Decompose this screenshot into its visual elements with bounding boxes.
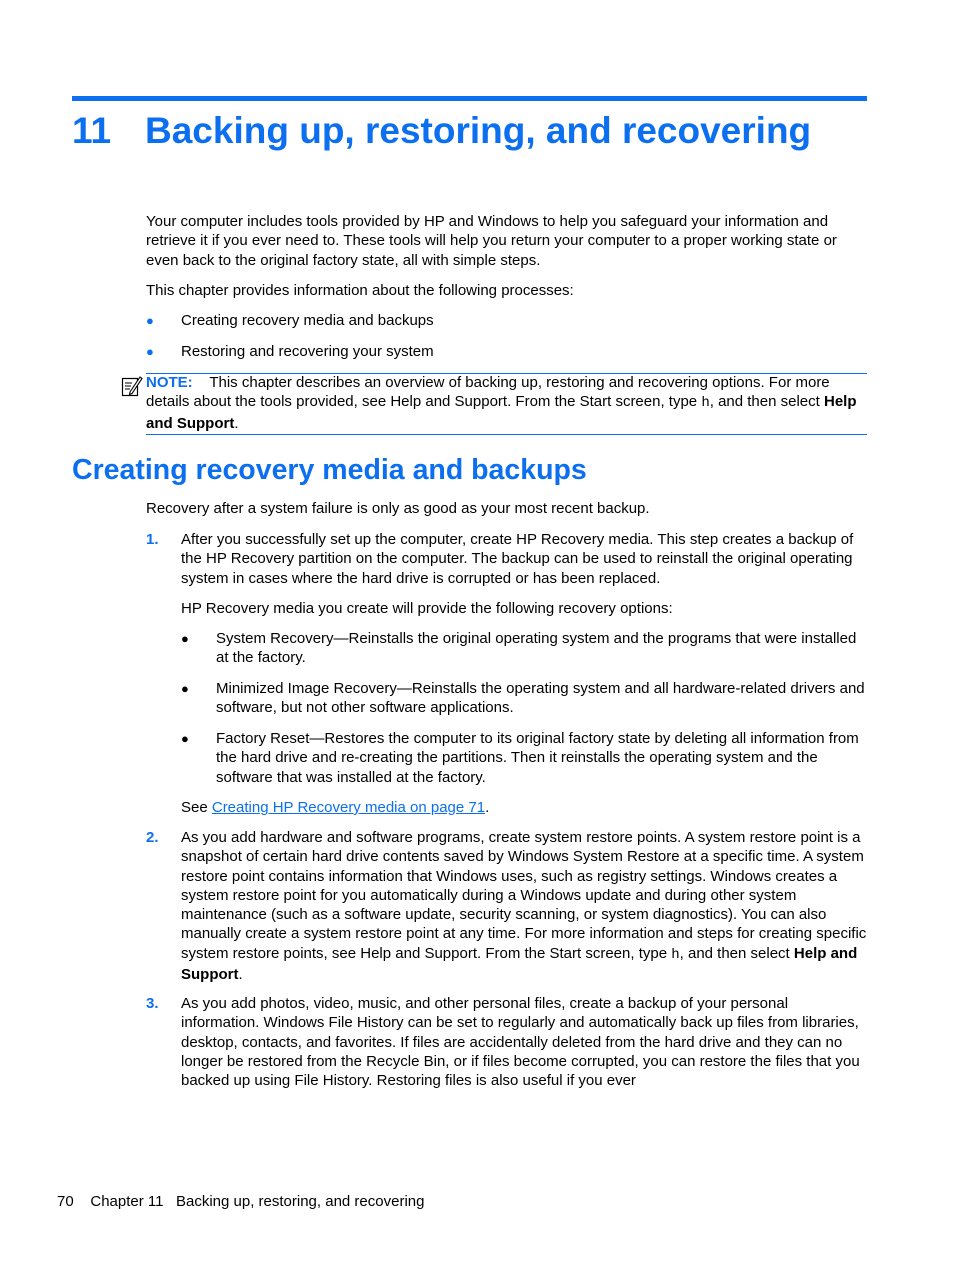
page-number: 70 [57,1193,74,1210]
list-item-text: Restoring and recovering your system [181,343,434,360]
section-intro: Recovery after a system failure is only as good as your most recent backup. [146,500,650,517]
chapter-title [72,106,872,156]
list-item-text: Creating recovery media and backups [181,312,434,329]
note-pencil-icon [121,375,143,397]
bold-text: Help and Support [181,944,858,984]
note-label: NOTE: [146,374,193,391]
bold-text: Help and Support [146,393,857,432]
code-text: h [671,946,680,963]
step-number: 3. [146,995,159,1012]
step-text: After you successfully set up the computer, create HP Recovery media. This step creates a backup of the HP Recovery partition on the computer. The backup can be used to reinstall the original operating system in cases where the hard drive is corrupted or has been replaced. [181,531,854,587]
chapter-title-text: Backing up, restoring, and recovering [145,110,812,151]
see-reference: See Creating HP Recovery media on page 71. [181,799,490,816]
recovery-media-link[interactable]: Creating HP Recovery media on page 71 [211,799,486,816]
processes-intro: This chapter provides information about the following processes: [146,282,574,299]
list-item-text: System Recovery—Reinstalls the original operating system and the programs that were installed at the factory. [216,630,857,667]
step-number: 1. [146,531,159,548]
bullet-icon: ● [181,681,189,696]
intro-paragraph: Your computer includes tools provided by HP and Windows to help you safeguard your information and retrieve it if you ever need to. These tools will help you return your computer to a proper working state or even back to the original factory state, all with simple steps. [146,213,837,269]
section-title: Creating recovery media and backups [72,454,587,486]
step-text: As you add photos, video, music, and other personal files, create a backup of your personal information. Windows File History can be set to regularly and automatically back up files from libraries, desktop, contacts, and favorites. If files are accidentally deleted from the hard drive and they can no longer be restored from the Recycle Bin, or if files become corrupted, you can restore the files that you backed up using File History. Restoring files is also useful if you ever [181,995,860,1090]
page-footer [57,1192,424,1211]
footer-chapter-label: Chapter 11 [90,1193,164,1210]
note-text: NOTE: This chapter describes an overview of backing up, restoring and recovering options. For more details about the tools provided, see Help and Support. From the Start screen, type h, and then select Help and Support. [146,374,857,432]
chapter-top-rule [72,96,867,101]
step-number: 2. [146,829,159,846]
bullet-icon: ● [181,731,189,746]
chapter-number: 11 [72,110,112,151]
list-item-text: Minimized Image Recovery—Reinstalls the operating system and all hardware-related drivers and software, but not other software applications. [216,680,865,717]
step-text: As you add hardware and software programs, create system restore points. A system restore point is a snapshot of certain hard drive contents saved by Windows System Restore at a specific time. A system restore point contains information that Windows uses, such as registry settings. Windows creates a system restore point for you automatically during a Windows update and during other system maintenance (such as a software update, security scanning, or system diagnostics). You can also manually create a system restore point at any time. For more information and steps for creating specific system restore points, see Help and Support. From the Start screen, type h, and then select Help and Support. [181,829,867,984]
footer-chapter-title: Backing up, restoring, and recovering [175,1193,425,1210]
bullet-icon: ● [146,313,154,328]
bullet-icon: ● [181,631,189,646]
code-text: h [701,395,710,412]
bullet-icon: ● [146,344,154,359]
options-intro: HP Recovery media you create will provide the following recovery options: [181,600,673,617]
list-item-text: Factory Reset—Restores the computer to its original factory state by deleting all information from the hard drive and re-creating the partitions. Then it reinstalls the operating system and the software that was installed at the factory. [216,730,859,786]
